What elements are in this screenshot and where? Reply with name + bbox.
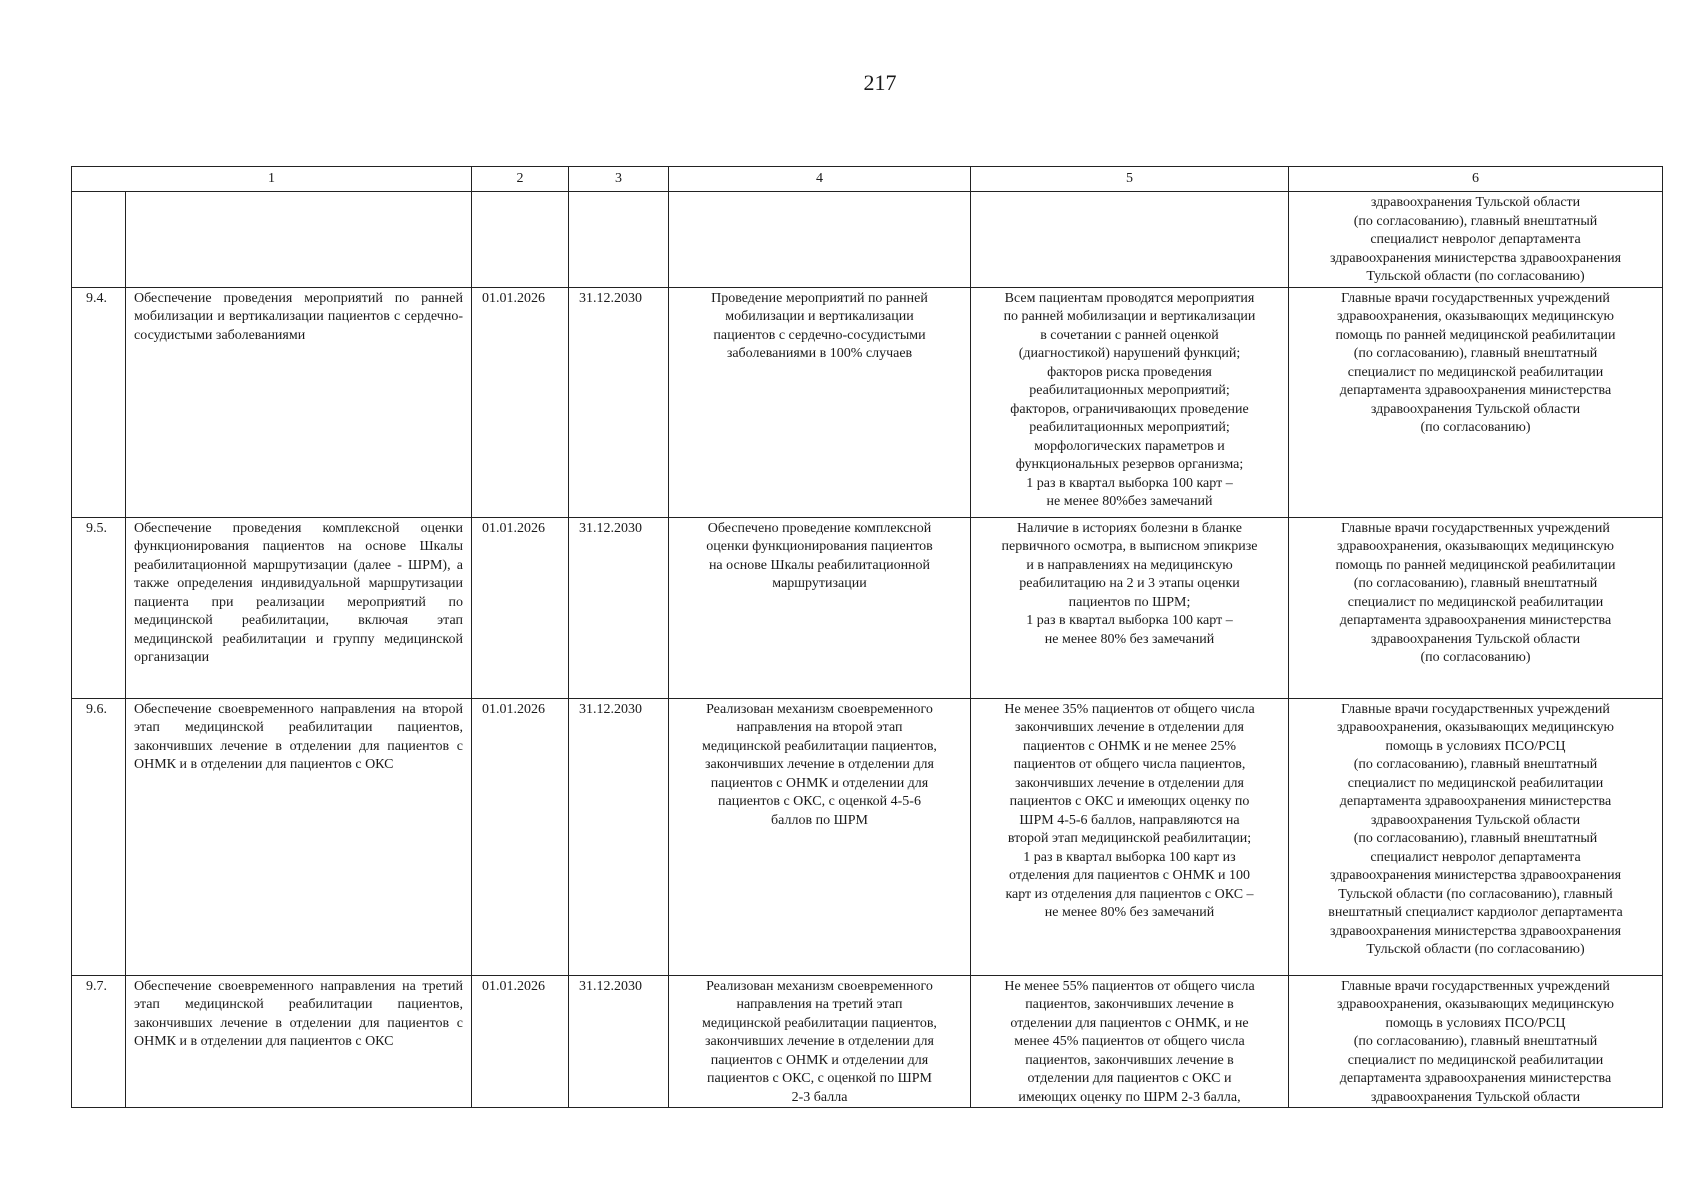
plan-table [71, 166, 1663, 1108]
cell-responsible: Главные врачи государственных учреждений здравоохранения, оказывающих медицинскую помощь по ранней медицинской реабилитации (по согласованию), главный внештатный специалист по медицинской реабилитации департамента здравоохранения министерства здравоохранения Тульской области (по согласованию) [1289, 517, 1663, 698]
cell-indicator: Не менее 55% пациентов от общего числа пациентов, закончивших лечение в отделении для пациентов с ОНМК, и не менее 45% пациентов от общего числа пациентов, закончивших лечение в отделении для пациентов с ОКС и имеющих оценку по ШРМ 2-3 балла, [971, 975, 1289, 1108]
cell-indicator [971, 192, 1289, 288]
table-row [72, 287, 1663, 517]
cell-description: Обеспечение проведения мероприятий по ранней мобилизации и вертикализации пациентов с сердечно-сосудистыми заболеваниями [126, 287, 472, 517]
cell-num: 9.5. [72, 517, 126, 698]
cell-start-date: 01.01.2026 [472, 698, 569, 975]
cell-start-date: 01.01.2026 [472, 287, 569, 517]
header-col-1: 1 [72, 167, 472, 192]
header-col-5: 5 [971, 167, 1289, 192]
cell-num: 9.6. [72, 698, 126, 975]
cell-indicator: Всем пациентам проводятся мероприятия по ранней мобилизации и вертикализации в сочетании с ранней оценкой (диагностикой) нарушений функций; факторов риска проведения реабилитационных мероприятий; факторов, ограничивающих проведение реабилитационных мероприятий; морфологических параметров и функциональных резервов организма; 1 раз в квартал выборка 100 карт – не менее 80%без замечаний [971, 287, 1289, 517]
cell-end-date: 31.12.2030 [569, 698, 669, 975]
cell-indicator: Не менее 35% пациентов от общего числа закончивших лечение в отделении для пациентов с ОНМК и не менее 25% пациентов от общего числа пациентов, закончивших лечение в отделении для пациентов с ОКС и имеющих оценку по ШРМ 4-5-6 баллов, направляются на второй этап медицинской реабилитации; 1 раз в квартал выборка 100 карт из отделения для пациентов с ОНМК и 100 карт из отделения для пациентов с ОКС – не менее 80% без замечаний [971, 698, 1289, 975]
cell-num: 9.7. [72, 975, 126, 1108]
cell-result: Обеспечено проведение комплексной оценки функционирования пациентов на основе Шкалы реабилитационной маршрутизации [669, 517, 971, 698]
cell-description [126, 192, 472, 288]
cell-description: Обеспечение проведения комплексной оценки функционирования пациентов на основе Шкалы реабилитационной маршрутизации (далее - ШРМ), а также определения индивидуальной маршрутизации пациента при реализации мероприятий по медицинской реабилитации, включая этап медицинской реабилитации и группу медицинской организации [126, 517, 472, 698]
cell-description: Обеспечение своевременного направления на третий этап медицинской реабилитации пациентов, закончивших лечение в отделении для пациентов с ОНМК и в отделении для пациентов с ОКС [126, 975, 472, 1108]
header-col-2: 2 [472, 167, 569, 192]
table-row [72, 698, 1663, 975]
cell-end-date: 31.12.2030 [569, 287, 669, 517]
cell-num: 9.4. [72, 287, 126, 517]
cell-end [569, 192, 669, 288]
cell-responsible: здравоохранения Тульской области (по согласованию), главный внештатный специалист невролог департамента здравоохранения министерства здравоохранения Тульской области (по согласованию) [1289, 192, 1663, 288]
cell-result: Проведение мероприятий по ранней мобилизации и вертикализации пациентов с сердечно-сосудистыми заболеваниями в 100% случаев [669, 287, 971, 517]
cell-num [72, 192, 126, 288]
cell-end-date: 31.12.2030 [569, 517, 669, 698]
header-col-4: 4 [669, 167, 971, 192]
cell-end-date: 31.12.2030 [569, 975, 669, 1108]
page-number: 217 [863, 70, 897, 95]
cell-responsible: Главные врачи государственных учреждений здравоохранения, оказывающих медицинскую помощь в условиях ПСО/РСЦ (по согласованию), главный внештатный специалист по медицинской реабилитации департамента здравоохранения министерства здравоохранения Тульской области (по согласованию), главный внештатный специалист невролог департамента здравоохранения министерства здравоохранения Тульской области (по согласованию), главный внештатный специалист кардиолог департамента здравоохранения министерства здравоохранения Тульской области (по согласованию) [1289, 698, 1663, 975]
header-col-3: 3 [569, 167, 669, 192]
cell-description: Обеспечение своевременного направления на второй этап медицинской реабилитации пациентов, закончивших лечение в отделении для пациентов с ОНМК и в отделении для пациентов с ОКС [126, 698, 472, 975]
cell-start [472, 192, 569, 288]
cell-result: Реализован механизм своевременного направления на второй этап медицинской реабилитации пациентов, закончивших лечение в отделении для пациентов с ОНМК и отделении для пациентов с ОКС, с оценкой 4-5-6 баллов по ШРМ [669, 698, 971, 975]
cell-result: Реализован механизм своевременного направления на третий этап медицинской реабилитации пациентов, закончивших лечение в отделении для пациентов с ОНМК и отделении для пациентов с ОКС, с оценкой по ШРМ 2-3 балла [669, 975, 971, 1108]
cell-responsible: Главные врачи государственных учреждений здравоохранения, оказывающих медицинскую помощь по ранней медицинской реабилитации (по согласованию), главный внештатный специалист по медицинской реабилитации департамента здравоохранения министерства здравоохранения Тульской области (по согласованию) [1289, 287, 1663, 517]
table-row-continuation [72, 192, 1663, 288]
header-row [72, 167, 1663, 192]
header-col-6: 6 [1289, 167, 1663, 192]
cell-indicator: Наличие в историях болезни в бланке первичного осмотра, в выписном эпикризе и в направлениях на медицинскую реабилитацию на 2 и 3 этапы оценки пациентов по ШРМ; 1 раз в квартал выборка 100 карт – не менее 80% без замечаний [971, 517, 1289, 698]
cell-result [669, 192, 971, 288]
cell-start-date: 01.01.2026 [472, 517, 569, 698]
cell-start-date: 01.01.2026 [472, 975, 569, 1108]
cell-responsible: Главные врачи государственных учреждений здравоохранения, оказывающих медицинскую помощь в условиях ПСО/РСЦ (по согласованию), главный внештатный специалист по медицинской реабилитации департамента здравоохранения министерства здравоохранения Тульской области [1289, 975, 1663, 1108]
table-row [72, 975, 1663, 1108]
table-row [72, 517, 1663, 698]
